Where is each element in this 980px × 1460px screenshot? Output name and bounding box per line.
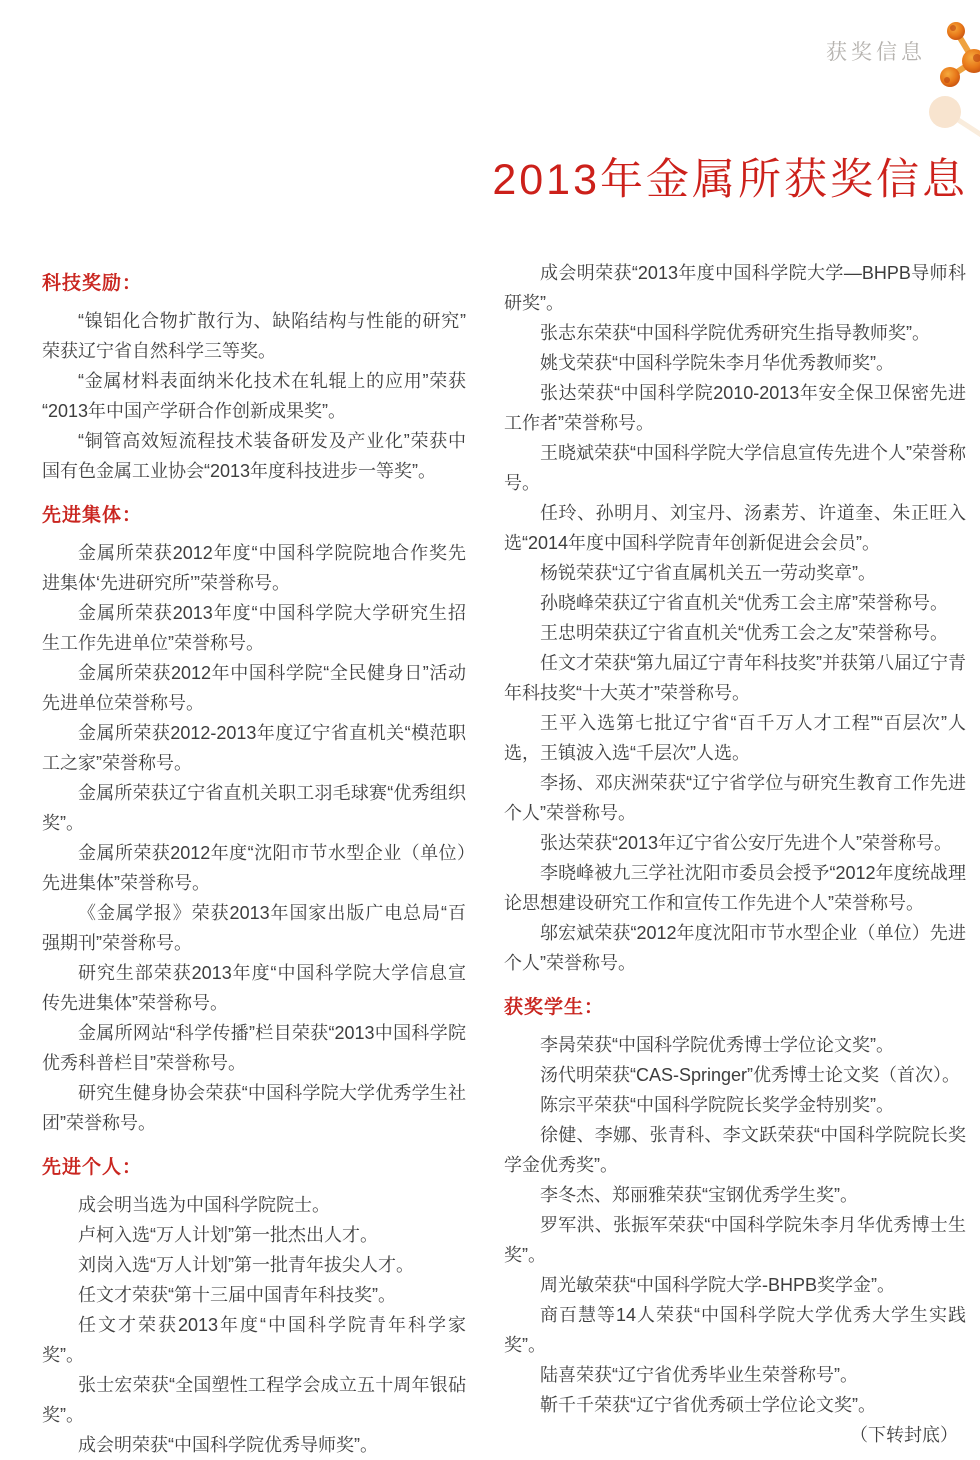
award-item: 李晓峰被九三学社沈阳市委员会授予“2012年度统战理论思想建设研究工作和宣传工作先进个人”荣誉称号。 xyxy=(504,863,966,913)
right-column xyxy=(504,258,966,1450)
section-heading-science-awards: 科技奖励： xyxy=(42,273,143,294)
award-item: 任文才荣获2013年度“中国科学院青年科学家奖”。 xyxy=(42,1315,466,1365)
section-science-awards xyxy=(42,272,466,486)
award-item: “镍铝化合物扩散行为、缺陷结构与性能的研究”荣获辽宁省自然科学三等奖。 xyxy=(42,311,466,361)
award-item: 金属所荣获2013年度“中国科学院大学研究生招生工作先进单位”荣誉称号。 xyxy=(42,603,466,653)
page-title: 2013年金属所获奖信息 xyxy=(492,156,968,204)
award-item: 罗军洪、张振军荣获“中国科学院朱李月华优秀博士生奖”。 xyxy=(504,1215,966,1265)
molecule-speckle xyxy=(944,77,950,83)
award-item: “金属材料表面纳米化技术在轧辊上的应用”荣获“2013年中国产学研合作创新成果奖”。 xyxy=(42,371,466,421)
award-item: 周光敏荣获“中国科学院大学-BHPB奖学金”。 xyxy=(540,1275,895,1295)
award-item: 杨锐荣获“辽宁省直属机关五一劳动奖章”。 xyxy=(540,563,876,583)
award-item: 张士宏荣获“全国塑性工程学会成立五十周年银砧奖”。 xyxy=(42,1375,466,1425)
award-item: 任文才荣获“第十三届中国青年科技奖”。 xyxy=(78,1285,396,1305)
molecule-speckle xyxy=(950,25,956,31)
section-advanced-individuals xyxy=(42,1156,466,1460)
award-item: 邬宏斌荣获“2012年度沈阳市节水型企业（单位）先进个人”荣誉称号。 xyxy=(504,923,966,973)
award-item: 研究生健身协会荣获“中国科学院大学优秀学生社团”荣誉称号。 xyxy=(42,1083,466,1133)
award-item: 汤代明荣获“CAS-Springer”优秀博士论文奖（首次）。 xyxy=(540,1065,961,1085)
award-item: 孙晓峰荣获辽宁省直机关“优秀工会主席”荣誉称号。 xyxy=(540,593,948,613)
award-item: 成会明荣获“2013年度中国科学院大学—BHPB导师科研奖”。 xyxy=(504,263,966,313)
award-item: 王晓斌荣获“中国科学院大学信息宣传先进个人”荣誉称号。 xyxy=(504,443,966,493)
award-item: 李扬、邓庆洲荣获“辽宁省学位与研究生教育工作先进个人”荣誉称号。 xyxy=(504,773,966,823)
award-item: 陈宗平荣获“中国科学院院长奖学金特别奖”。 xyxy=(540,1095,894,1115)
award-item: 徐健、李娜、张青科、李文跃荣获“中国科学院院长奖学金优秀奖”。 xyxy=(504,1125,966,1175)
section-heading-awarded-students: 获奖学生： xyxy=(504,997,605,1018)
award-item: 李昺荣获“中国科学院优秀博士学位论文奖”。 xyxy=(540,1035,894,1055)
award-item: 金属所荣获2012年度“沈阳市节水型企业（单位）先进集体”荣誉称号。 xyxy=(42,843,466,893)
award-item: 成会明荣获“中国科学院优秀导师奖”。 xyxy=(78,1435,378,1455)
molecule-watermark-icon xyxy=(929,96,980,136)
left-column xyxy=(42,272,466,1460)
award-item: 陆喜荣获“辽宁省优秀毕业生荣誉称号”。 xyxy=(540,1365,858,1385)
award-item: 张志东荣获“中国科学院优秀研究生指导教师奖”。 xyxy=(540,323,930,343)
section-awarded-students xyxy=(504,996,966,1420)
award-item: 《金属学报》荣获2013年国家出版广电总局“百强期刊”荣誉称号。 xyxy=(42,903,466,953)
award-item: 张达荣获“中国科学院2010-2013年安全保卫保密先进工作者”荣誉称号。 xyxy=(504,383,966,433)
molecule-icon xyxy=(888,10,980,160)
section-heading-advanced-groups: 先进集体： xyxy=(42,505,143,526)
award-item: 成会明当选为中国科学院院士。 xyxy=(78,1195,330,1215)
award-item: 王忠明荣获辽宁省直机关“优秀工会之友”荣誉称号。 xyxy=(540,623,948,643)
award-item: 金属所网站“科学传播”栏目荣获“2013中国科学院优秀科普栏目”荣誉称号。 xyxy=(42,1023,466,1073)
footer-note: （下转封底） xyxy=(850,1425,958,1445)
award-item: 金属所荣获辽宁省直机关职工羽毛球赛“优秀组织奖”。 xyxy=(42,783,466,833)
award-item: 金属所荣获2012-2013年度辽宁省直机关“模范职工之家”荣誉称号。 xyxy=(42,723,466,773)
award-item: 金属所荣获2012年度“中国科学院院地合作奖先进集体‘先进研究所’”荣誉称号。 xyxy=(42,543,466,593)
award-item: 靳千千荣获“辽宁省优秀硕士学位论文奖”。 xyxy=(540,1395,876,1415)
section-advanced-individuals-continued xyxy=(504,258,966,978)
award-item: 任文才荣获“第九届辽宁青年科技奖”并获第八届辽宁青年科技奖“十大英才”荣誉称号。 xyxy=(504,653,966,703)
award-item: 卢柯入选“万人计划”第一批杰出人才。 xyxy=(78,1225,378,1245)
section-advanced-groups xyxy=(42,504,466,1138)
award-item: 王平入选第七批辽宁省“百千万人才工程”“百层次”人选，王镇波入选“千层次”人选。 xyxy=(504,713,966,763)
award-item: 金属所荣获2012年中国科学院“全民健身日”活动先进单位荣誉称号。 xyxy=(42,663,466,713)
award-item: 任玲、孙明月、刘宝丹、汤素芳、许道奎、朱正旺入选“2014年度中国科学院青年创新促进会会员”。 xyxy=(504,503,966,553)
molecule-ball-left xyxy=(940,67,960,87)
page-corner-label: 获奖信息 xyxy=(826,41,926,64)
molecule-ball-top xyxy=(947,22,965,40)
section-heading-advanced-individuals: 先进个人： xyxy=(42,1157,143,1178)
award-item: 姚戈荣获“中国科学院朱李月华优秀教师奖”。 xyxy=(540,353,894,373)
award-item: 李冬杰、郑丽雅荣获“宝钢优秀学生奖”。 xyxy=(540,1185,858,1205)
award-item: 张达荣获“2013年辽宁省公安厅先进个人”荣誉称号。 xyxy=(540,833,953,853)
award-item: 商百慧等14人荣获“中国科学院大学优秀大学生实践奖”。 xyxy=(504,1305,966,1355)
award-item: 刘岗入选“万人计划”第一批青年拔尖人才。 xyxy=(78,1255,414,1275)
award-item: 研究生部荣获2013年度“中国科学院大学信息宣传先进集体”荣誉称号。 xyxy=(42,963,466,1013)
award-item: “铜管高效短流程技术装备研发及产业化”荣获中国有色金属工业协会“2013年度科技进步一等奖”。 xyxy=(42,431,466,481)
